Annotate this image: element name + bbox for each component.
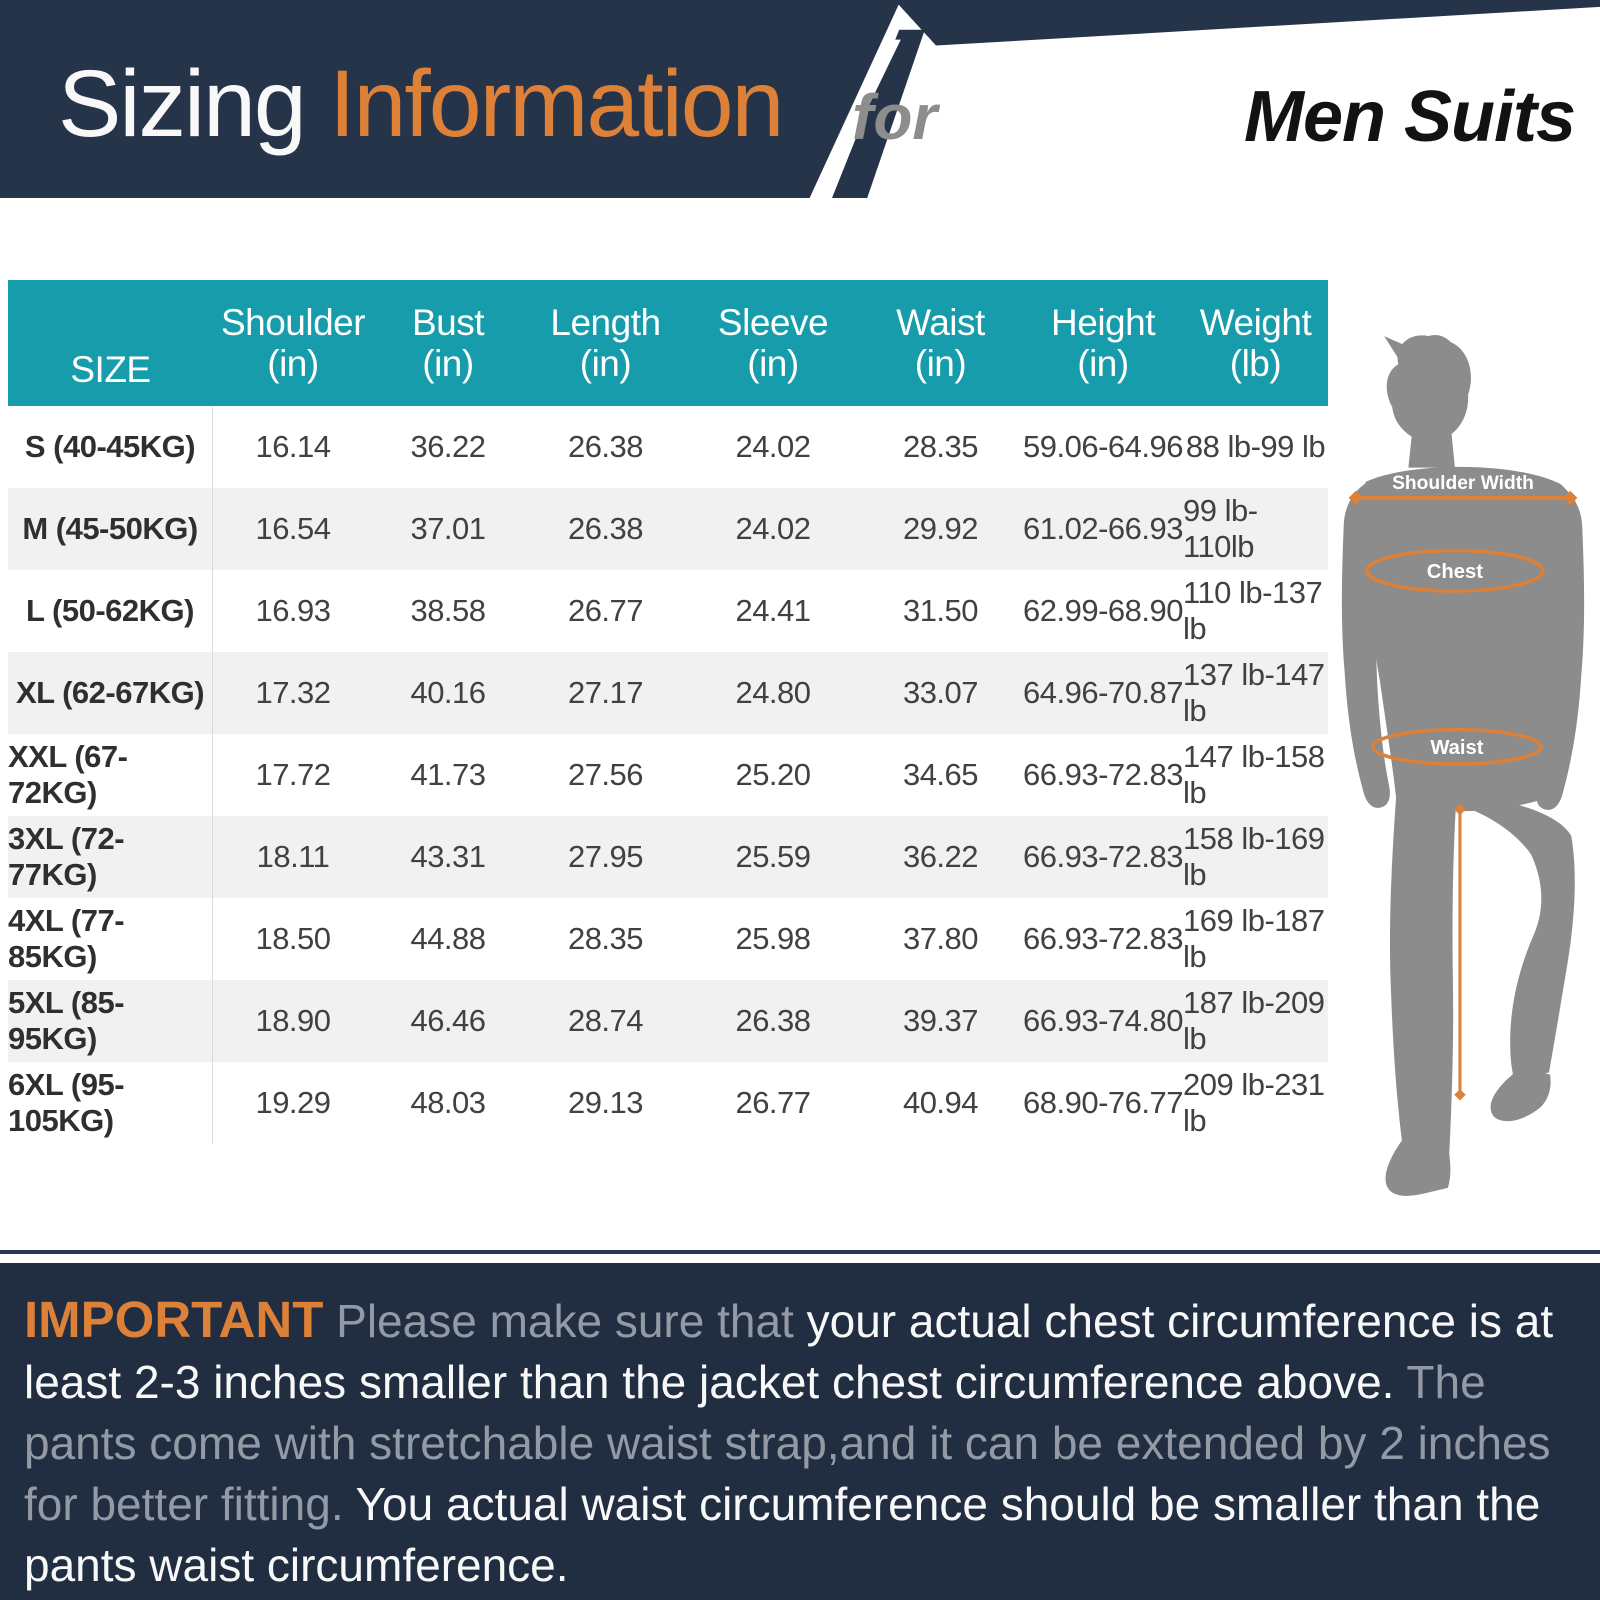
value-cell: 46.46 [410, 1003, 486, 1038]
size-cell: S (40-45KG) [8, 406, 213, 488]
value-cell: 34.65 [902, 757, 979, 792]
header-cell-weight [1183, 280, 1328, 406]
size-table [8, 280, 1328, 1144]
right-shoe-shape [1491, 1066, 1551, 1121]
value-cell: 40.94 [902, 1085, 979, 1120]
value-cell: 64.96-70.87 [1023, 675, 1183, 710]
value-cell: 16.54 [255, 511, 331, 546]
value-cell: 26.38 [567, 511, 644, 546]
value-cell: 31.50 [902, 593, 979, 628]
value-cell: 24.02 [735, 429, 811, 464]
left-shoe-shape [1386, 1141, 1451, 1196]
value-cell: 41.73 [410, 757, 486, 792]
header-cell-size [8, 280, 213, 406]
header-cell-length [523, 280, 688, 406]
table-row [8, 980, 1328, 1062]
column-label: Height [1051, 302, 1155, 343]
waist-label: Waist [1430, 736, 1484, 759]
table-row [8, 488, 1328, 570]
size-cell: XL (62-67KG) [8, 652, 213, 734]
value-cell: 61.02-66.93 [1023, 511, 1183, 546]
value-cell: 40.16 [410, 675, 486, 710]
measurement-figure [1328, 330, 1598, 1200]
column-unit: (in) [267, 343, 319, 384]
value-cell: 26.38 [735, 1003, 811, 1038]
value-cell: 37.80 [902, 921, 979, 956]
product-title: Men Suits [1244, 77, 1576, 157]
column-label: Waist [896, 302, 985, 343]
page-title [58, 50, 782, 159]
value-cell: 38.58 [410, 593, 486, 628]
header-cell-sleeve [688, 280, 858, 406]
column-unit: (in) [747, 343, 799, 384]
value-cell: 25.59 [735, 839, 811, 874]
size-cell: 3XL (72-77KG) [8, 816, 213, 898]
value-cell: 68.90-76.77 [1023, 1085, 1183, 1120]
inseam-diamond-bottom [1454, 1089, 1465, 1100]
footer-segment: You actual waist circumference should be smaller than the pants waist circumference. [24, 1478, 1541, 1591]
pants-inseam-label: Pants Inseam [1463, 893, 1484, 1011]
column-label: Bust [411, 302, 485, 343]
column-label: Shoulder [220, 302, 366, 343]
header-band [0, 0, 1600, 198]
value-cell: 17.32 [255, 675, 331, 710]
value-cell: 27.17 [567, 675, 644, 710]
value-cell: 36.22 [902, 839, 979, 874]
footer-segment: Please make sure that [323, 1295, 807, 1347]
column-label: SIZE [70, 349, 151, 390]
column-label: Length [550, 302, 661, 343]
chest-label: Chest [1426, 560, 1484, 583]
column-unit: (in) [422, 343, 474, 384]
value-cell: 137 lb-147 lb [1183, 657, 1325, 728]
table-row [8, 816, 1328, 898]
footer-text [24, 1289, 1570, 1596]
value-cell: 24.80 [735, 675, 811, 710]
header-cell-shoulder [213, 280, 373, 406]
value-cell: 24.02 [735, 511, 811, 546]
size-cell: 5XL (85-95KG) [8, 980, 213, 1062]
value-cell: 36.22 [410, 429, 486, 464]
value-cell: 18.90 [255, 1003, 331, 1038]
footer-note [0, 1263, 1600, 1600]
value-cell: 26.38 [567, 429, 644, 464]
value-cell: 48.03 [410, 1085, 486, 1120]
size-cell: XXL (67-72KG) [8, 734, 213, 816]
value-cell: 29.92 [902, 511, 979, 546]
value-cell: 147 lb-158 lb [1183, 739, 1325, 810]
value-cell: 62.99-68.90 [1023, 593, 1183, 628]
value-cell: 66.93-72.83 [1023, 839, 1183, 874]
value-cell: 16.93 [255, 593, 331, 628]
value-cell: 43.31 [410, 839, 486, 874]
value-cell: 26.77 [735, 1085, 811, 1120]
table-row [8, 570, 1328, 652]
value-cell: 26.77 [567, 593, 644, 628]
value-cell: 66.93-72.83 [1023, 757, 1183, 792]
value-cell: 99 lb-110lb [1183, 493, 1258, 564]
value-cell: 88 lb-99 lb [1185, 429, 1326, 464]
value-cell: 27.56 [567, 757, 644, 792]
footer-divider-line [0, 1250, 1600, 1254]
value-cell: 28.74 [567, 1003, 644, 1038]
table-header-row [8, 280, 1328, 406]
footer-segment: The pants come with stretchable waist strap,and it can be extended by 2 inches for better fitting. [24, 1356, 1551, 1530]
column-unit: (in) [914, 343, 967, 384]
size-cell: 6XL (95-105KG) [8, 1062, 213, 1144]
value-cell: 169 lb-187 lb [1183, 903, 1325, 974]
table-row [8, 652, 1328, 734]
left-leg-shape [1390, 795, 1456, 1161]
footer-segment: your actual chest circumference is at least 2-3 inches smaller than the jacket chest circumference above. [24, 1295, 1554, 1408]
value-cell: 18.50 [255, 921, 331, 956]
value-cell: 59.06-64.96 [1023, 429, 1183, 464]
footer-heading: IMPORTANT [24, 1291, 324, 1348]
value-cell: 28.35 [567, 921, 644, 956]
header-cell-height [1023, 280, 1183, 406]
column-unit: (in) [1077, 343, 1129, 384]
header-cell-bust [373, 280, 523, 406]
neck-shape [1408, 427, 1455, 467]
table-row [8, 406, 1328, 488]
value-cell: 187 lb-209 lb [1183, 985, 1325, 1056]
column-unit: (lb) [1229, 343, 1282, 384]
value-cell: 28.35 [902, 429, 979, 464]
value-cell: 29.13 [567, 1085, 644, 1120]
table-body [8, 406, 1328, 1144]
size-cell: 4XL (77-85KG) [8, 898, 213, 980]
value-cell: 44.88 [410, 921, 486, 956]
value-cell: 27.95 [567, 839, 644, 874]
value-cell: 25.98 [735, 921, 811, 956]
column-label: Weight [1199, 302, 1312, 343]
value-cell: 39.37 [902, 1003, 979, 1038]
table-row [8, 1062, 1328, 1144]
size-cell: M (45-50KG) [8, 488, 213, 570]
size-cell: L (50-62KG) [8, 570, 213, 652]
title-sizing: Sizing [58, 51, 330, 157]
column-unit: (in) [579, 343, 632, 384]
shoulder-width-label: Shoulder Width [1392, 472, 1534, 494]
value-cell: 66.93-74.80 [1023, 1003, 1183, 1038]
value-cell: 24.41 [735, 593, 811, 628]
table-row [8, 898, 1328, 980]
column-label: Sleeve [717, 302, 829, 343]
value-cell: 66.93-72.83 [1023, 921, 1183, 956]
value-cell: 16.14 [255, 429, 331, 464]
value-cell: 17.72 [255, 757, 331, 792]
value-cell: 37.01 [410, 511, 486, 546]
value-cell: 19.29 [255, 1085, 331, 1120]
table-row [8, 734, 1328, 816]
for-label: for [852, 81, 938, 153]
value-cell: 110 lb-137 lb [1183, 575, 1323, 646]
value-cell: 18.11 [256, 839, 330, 874]
value-cell: 33.07 [902, 675, 979, 710]
title-information: Information [329, 51, 783, 157]
value-cell: 209 lb-231 lb [1183, 1067, 1325, 1138]
value-cell: 25.20 [735, 757, 811, 792]
value-cell: 158 lb-169 lb [1183, 821, 1325, 892]
header-cell-waist [858, 280, 1023, 406]
